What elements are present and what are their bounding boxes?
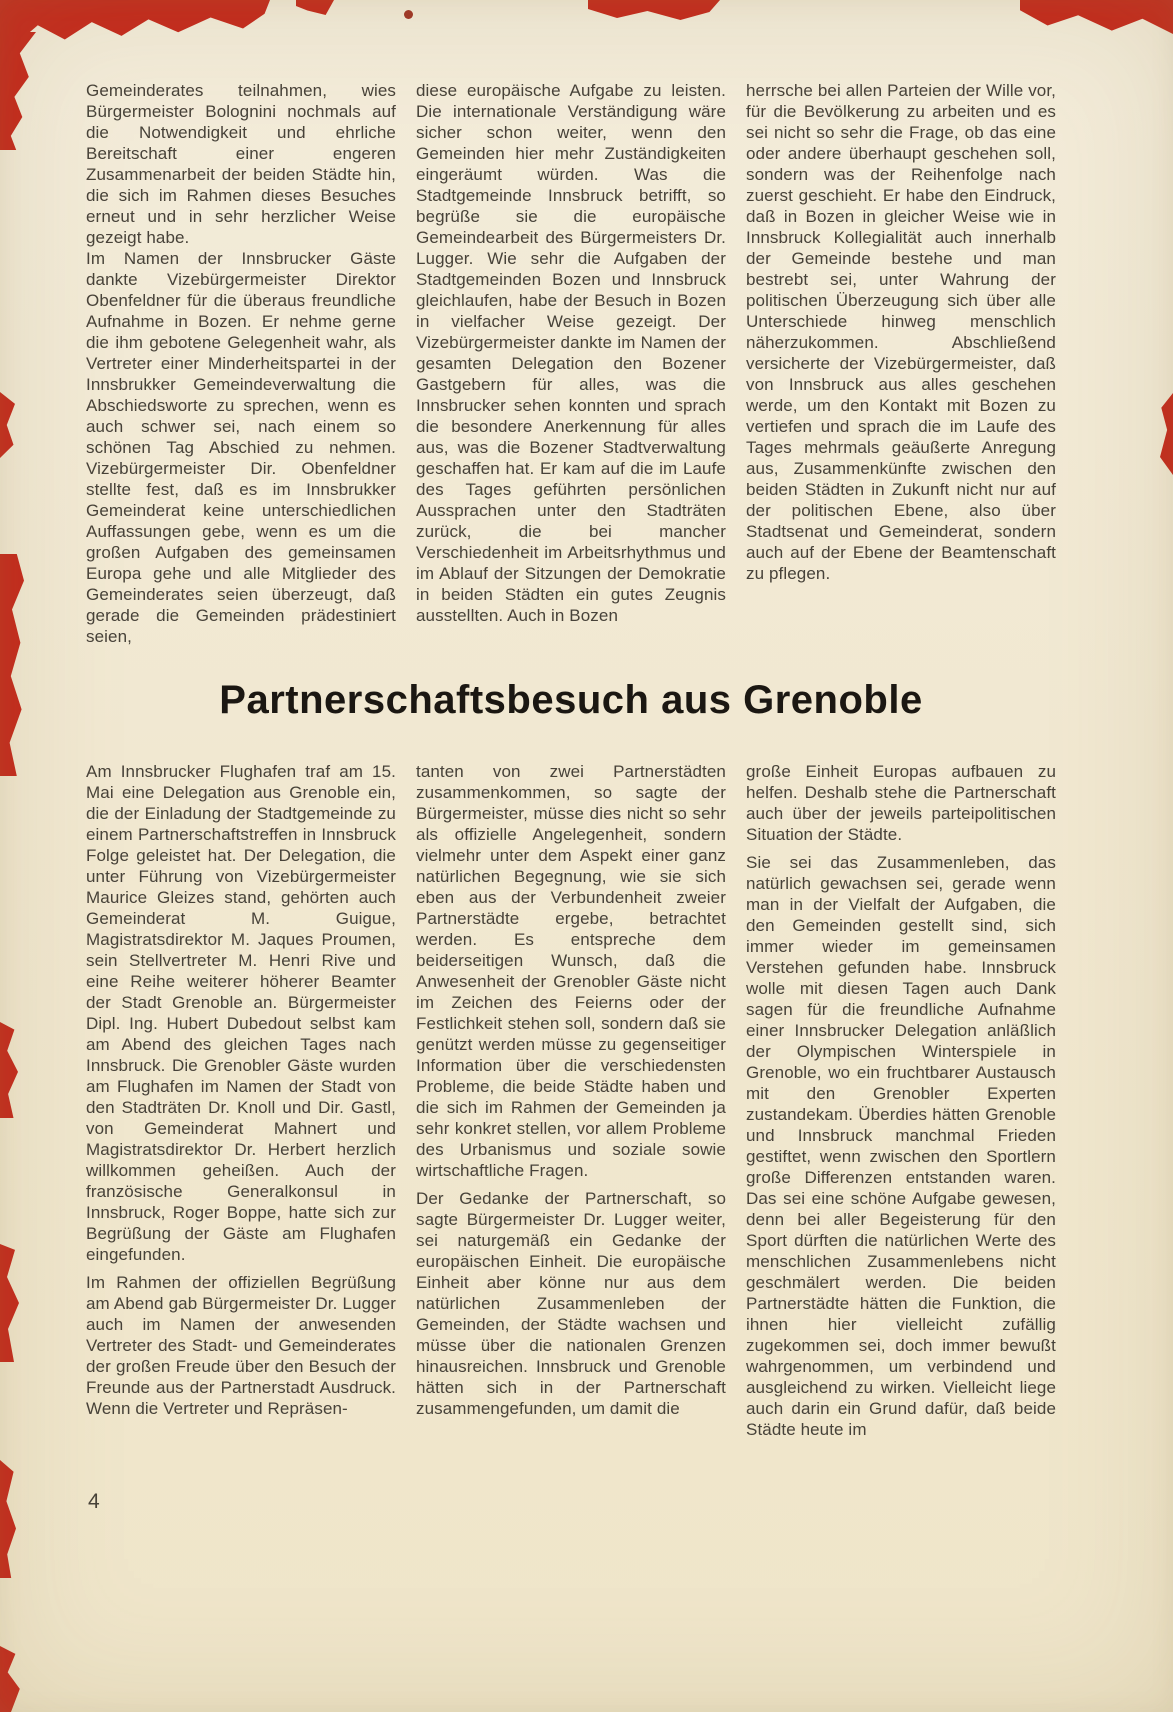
paragraph: Im Namen der Innsbrucker Gäste dankte Vizebürgermeister Direktor Obenfeldner für die überaus freundliche Aufnahme in Bozen. Er nehme gerne die ihm gebotene Gelegenheit wahr, als Vertreter einer Minderheitspartei in der Innsbrukker Gemeindeverwaltung die Abschiedsworte zu sprechen, wenn es auch schwer sei, nach einem so schönen Tag Abschied zu nehmen. Vizebürgermeister Dir. Obenfeldner stellte fest, daß es im Innsbrukker Gemeinderat keine unterschiedlichen Auffassungen gebe, wenn es um die großen Aufgaben des gemeinsamen Europa gehe und alle Mitglieder des Gemeinderates seien überzeugt, daß gerade die Gemeinden prädestiniert seien, <box>86 249 396 646</box>
red-speck <box>404 10 413 19</box>
article-grenoble-visit <box>86 761 1056 1447</box>
article-column-1 <box>86 80 396 652</box>
paragraph: Der Gedanke der Partnerschaft, so sagte Bürgermeister Dr. Lugger weiter, sei naturgemäß ein Gedanke der europäischen Einheit. Die europäische Einheit aber könne nur aus dem natürlichen Zusammenleben der Gemeinden, der Städte wachsen und müsse über die nationalen Grenzen hinausreichen. Innsbruck und Grenoble hätten sich in der Partnerschaft zusammengefunden, um damit die <box>416 1189 726 1418</box>
page-number: 4 <box>88 1490 100 1513</box>
article-column-3 <box>746 80 1056 652</box>
paragraph: diese europäische Aufgabe zu leisten. Die internationale Verständigung wäre sicher schon weiter, wenn den Gemeinden hier mehr Zuständigkeiten eingeräumt würden. Was die Stadtgemeinde Innsbruck betrifft, so begrüße sie die europäische Gemeindearbeit des Bürgermeisters Dr. Lugger. Wie sehr die Aufgaben der Stadtgemeinden Bozen und Innsbruck gleichlaufen, habe der Besuch in Bozen in vielfacher Weise gezeigt. Der Vizebürgermeister dankte im Namen der gesamten Delegation den Bozener Gastgebern für alles, was die Innsbrucker sehen konnten und sprach die besondere Anerkennung für alles aus, was die Bozener Stadtverwaltung geschaffen hat. Er kam auf die im Laufe des Tages geführten persönlichen Aussprachen unter den Stadträten zurück, die bei mancher Verschiedenheit im Arbeitsrhythmus und im Ablauf der Sitzungen der Demokratie in beiden Städten ein gutes Zeugnis ausstellten. Auch in Bozen <box>416 81 726 625</box>
paragraph: tanten von zwei Partnerstädten zusammenkommen, so sagte der Bürgermeister, müsse dies nicht so sehr als offizielle Angelegenheit, sondern vielmehr unter dem Aspekt einer ganz natürlichen Begegnung, wie sie sich eben aus der Verbundenheit zweier Partnerstädte ergebe, betrachtet werden. Es entspreche dem beiderseitigen Wunsch, daß die Anwesenheit der Grenobler Gäste nicht im Zeichen des Feierns oder der Festlichkeit stehen soll, sondern daß sie genützt werden müsse zu gegenseitiger Information über die verschiedensten Probleme, die beide Städte haben und die sich im Rahmen der Gemeinden ja sehr konkret stellen, vor allem Probleme des Urbanismus und soziale sowie wirtschaftliche Fragen. <box>416 762 726 1180</box>
paragraph: Im Rahmen der offiziellen Begrüßung am Abend gab Bürgermeister Dr. Lugger auch im Namen der anwesenden Vertreter des Stadt- und Gemeinderates der großen Freude über den Besuch der Freunde aus der Partnerstadt Ausdruck. Wenn die Vertreter und Repräsen- <box>86 1273 396 1418</box>
paragraph: Sie sei das Zusammenleben, das natürlich gewachsen sei, gerade wenn man in der Vielfalt der Aufgaben, die den Gemeinden gestellt sind, sich immer wieder im gemeinsamen Verstehen gefunden habe. Innsbruck wolle mit diesen Tagen auch Dank sagen für die freundliche Aufnahme einer Innsbrucker Delegation anläßlich der Olympischen Winterspiele in Grenoble, wo ein fruchtbarer Austausch mit den Grenobler Experten zustandekam. Überdies hätten Grenoble und Innsbruck manchmal Frieden gestiftet, wenn zwischen den Sportlern große Differenzen entstanden waren. Das sei eine schöne Aufgabe gewesen, denn bei aller Begeisterung für den Sport dürften die natürlichen Werte des menschlichen Zusammenlebens nicht geschmälert werden. Die beiden Partnerstädte hätten die Funktion, die ihnen hier vielleicht zufällig zugekommen sei, doch immer bewußt wahrgenommen, um verbindend und ausgleichend zu wirken. Vielleicht liege auch darin ein Grund dafür, daß beide Städte heute im <box>746 853 1056 1439</box>
paragraph: große Einheit Europas aufbauen zu helfen. Deshalb stehe die Partnerschaft auch über der jeweils parteipolitischen Situation der Städte. <box>746 762 1056 844</box>
article-bozen-visit-continuation <box>86 80 1056 652</box>
article-column-2 <box>416 761 726 1447</box>
article-column-1 <box>86 761 396 1447</box>
article-column-2 <box>416 80 726 652</box>
paragraph: Am Innsbrucker Flughafen traf am 15. Mai eine Delegation aus Grenoble ein, die der Einladung der Stadtgemeinde zu einem Partnerschaftstreffen in Innsbruck Folge geleistet hat. Der Delegation, die unter Führung von Vizebürgermeister Maurice Gleizes stand, gehörten auch Gemeinderat M. Guigue, Magistratsdirektor M. Jaques Proumen, sein Stellvertreter M. Henri Rive und eine Reihe weiterer höherer Beamter der Stadt Grenoble an. Bürgermeister Dipl. Ing. Hubert Dubedout selbst kam am Abend des gleichen Tages nach Innsbruck. Die Grenobler Gäste wurden am Flughafen im Namen der Stadt von den Stadträten Dr. Knoll und Dir. Gastl, von Gemeinderat Mahnert und Magistratsdirektor Dr. Herbert herzlich willkommen geheißen. Auch der französische Generalkonsul in Innsbruck, Roger Boppe, hatte sich zur Begrüßung der Gäste am Flughafen eingefunden. <box>86 762 396 1264</box>
paragraph: Gemeinderates teilnahmen, wies Bürgermeister Bolognini nochmals auf die Notwendigkeit und ehrliche Bereitschaft einer engeren Zusammenarbeit der beiden Städte hin, die sich im Rahmen dieses Besuches erneut und in sehr herzlicher Weise gezeigt habe. <box>86 81 396 247</box>
paragraph: herrsche bei allen Parteien der Wille vor, für die Bevölkerung zu arbeiten und es sei nicht so sehr die Frage, ob das eine oder andere überhaupt geschehen soll, sondern was der Reihenfolge nach zuerst geschieht. Er habe den Eindruck, daß in Bozen in gleicher Weise wie in Innsbruck Kollegialität auch innerhalb der Gemeinde bestehe und man bestrebt sei, unter Wahrung der politischen Überzeugung sich über alle Unterschiede hinweg menschlich näherzukommen. Abschließend versicherte der Vizebürgermeister, daß von Innsbruck aus alles geschehen werde, um den Kontakt mit Bozen zu vertiefen und sprach die im Laufe des Tages mehrmals geäußerte Anregung aus, Zusammenkünfte zwischen den beiden Städten in Zukunft nicht nur auf der politischen Ebene, also über Stadtsenat und Gemeinderat, sondern auch auf der Ebene der Beamtenschaft zu pflegen. <box>746 81 1056 583</box>
torn-edge-red-mark <box>0 1460 16 1578</box>
article-headline: Partnerschaftsbesuch aus Grenoble <box>219 678 923 722</box>
torn-edge-red-mark <box>0 1646 22 1712</box>
article-column-3 <box>746 761 1056 1447</box>
